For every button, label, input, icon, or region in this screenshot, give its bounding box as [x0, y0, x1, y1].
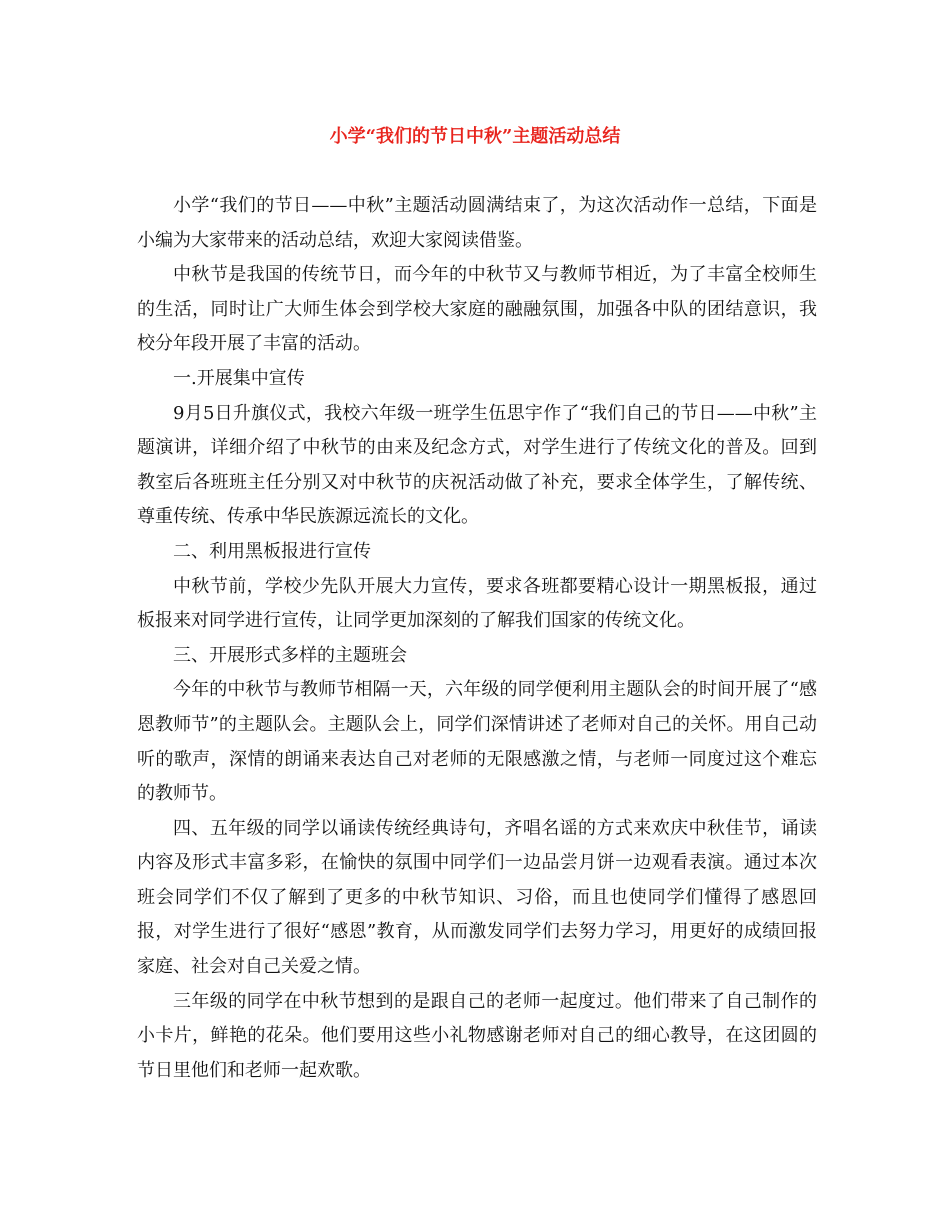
paragraph-intro: 小学“我们的节日——中秋”主题活动圆满结束了，为这次活动作一总结，下面是小编为大家带来的活动总结，欢迎大家阅读借鉴。	[137, 195, 817, 251]
section-heading-1: 一.开展集中宣传	[173, 367, 305, 389]
section-heading-2: 二、利用黑板报进行宣传	[173, 540, 371, 562]
paragraph-section-3: 今年的中秋节与教师节相隔一天，六年级的同学便利用主题队会的时间开展了“感恩教师节”的主题队会。主题队会上，同学们深情讲述了老师对自己的关怀。用自己动听的歌声，深情的朗诵来表达自己对老师的无限感激之情，与老师一同度过这个难忘的教师节。	[137, 679, 817, 805]
paragraph-grade-4-5: 四、五年级的同学以诵读传统经典诗句，齐唱名谣的方式来欢庆中秋佳节，诵读内容及形式丰富多彩，在愉快的氛围中同学们一边品尝月饼一边观看表演。通过本次班会同学们不仅了解到了更多的中秋节知识、习俗，而且也使同学们懂得了感恩回报，对学生进行了很好“感恩”教育，从而激发同学们去努力学习，用更好的成绩回报家庭、社会对自己关爱之情。	[137, 817, 817, 978]
section-heading-3: 三、开展形式多样的主题班会	[173, 644, 407, 666]
document-body	[137, 189, 817, 1088]
document-title: 小学“我们的节日中秋”主题活动总结	[329, 126, 621, 147]
paragraph-section-2: 中秋节前，学校少先队开展大力宣传，要求各班都要精心设计一期黑板报，通过板报来对同学进行宣传，让同学更加深刻的了解我们国家的传统文化。	[137, 575, 817, 632]
paragraph-background: 中秋节是我国的传统节日，而今年的中秋节又与教师节相近，为了丰富全校师生的生活，同时让广大师生体会到学校大家庭的融融氛围，加强各中队的团结意识，我校分年段开展了丰富的活动。	[137, 264, 817, 355]
paragraph-section-1: 9月5日升旗仪式，我校六年级一班学生伍思宇作了“我们自己的节日——中秋”主题演讲，详细介绍了中秋节的由来及纪念方式，对学生进行了传统文化的普及。回到教室后各班班主任分别又对中秋节的庆祝活动做了补充，要求全体学生，了解传统、尊重传统、传承中华民族源远流长的文化。	[137, 402, 817, 528]
paragraph-grade-3: 三年级的同学在中秋节想到的是跟自己的老师一起度过。他们带来了自己制作的小卡片，鲜艳的花朵。他们要用这些小礼物感谢老师对自己的细心教导，在这团圆的节日里他们和老师一起欢歌。	[137, 990, 817, 1081]
